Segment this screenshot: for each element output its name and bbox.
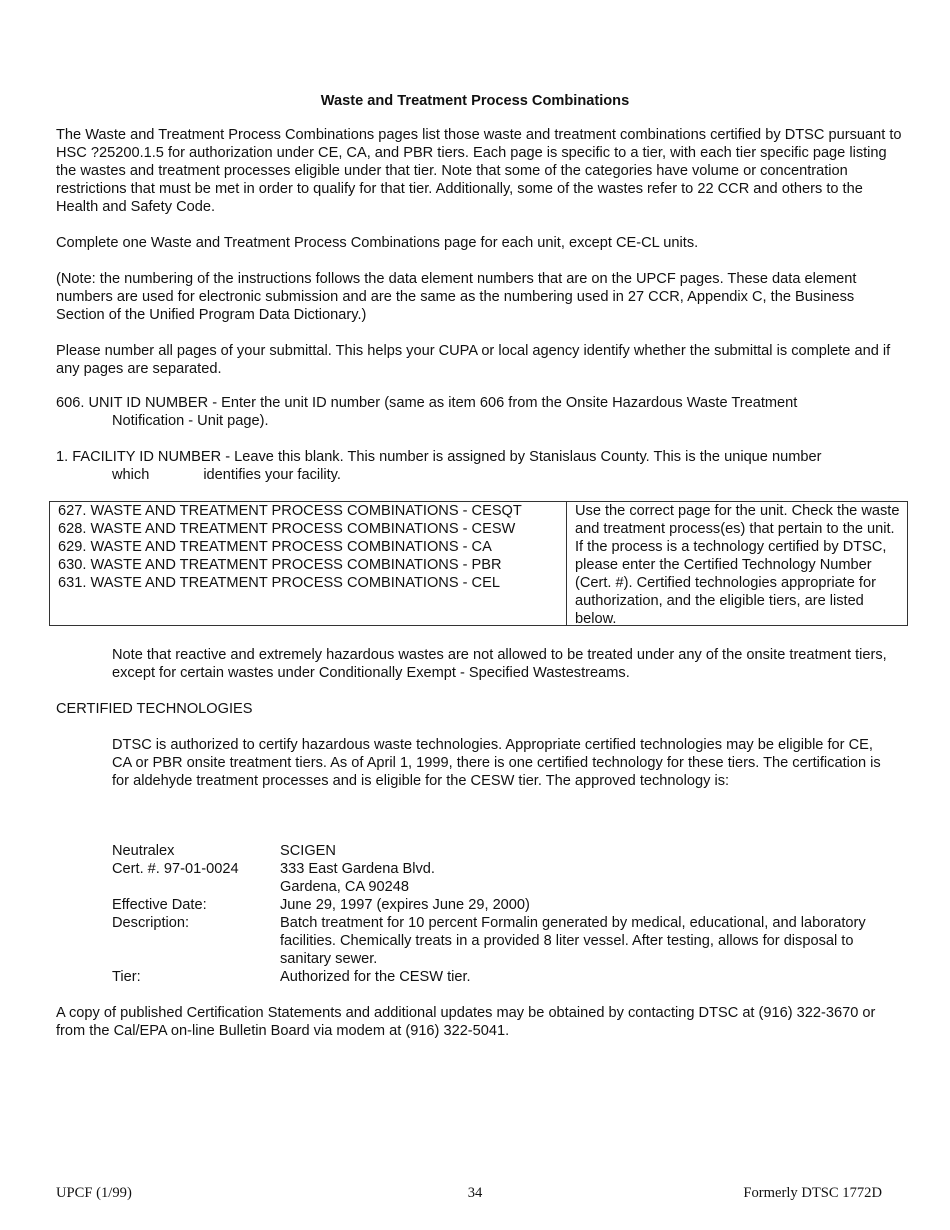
cert-effective-label: Effective Date: — [112, 897, 207, 913]
footer-right: Formerly DTSC 1772D — [743, 1185, 882, 1201]
cert-description-label: Description: — [112, 915, 190, 931]
item-1 — [56, 448, 902, 484]
cert-row-tier — [112, 968, 892, 986]
number-pages-paragraph: Please number all pages of your submittal. This helps your CUPA or local agency identify whether the submittal is complete and if any pages are separated. — [56, 343, 891, 377]
item-1-cont-a: which — [112, 467, 150, 483]
cert-address-line2: Gardena, CA 90248 — [280, 879, 410, 895]
cert-name-label: Neutralex — [112, 843, 175, 859]
cert-description-value: Batch treatment for 10 percent Formalin generated by medical, educational, and laboratory facilities. Chemically treats in a provided 8 liter vessel. After testing, allows for disposal to sanitary sewer. — [280, 915, 866, 967]
cert-effective-value: June 29, 1997 (expires June 29, 2000) — [280, 897, 530, 913]
box-divider — [566, 502, 567, 625]
cert-row-number — [112, 860, 892, 878]
combination-item: 628. WASTE AND TREATMENT PROCESS COMBINATIONS - CESW — [58, 521, 516, 537]
combination-item: 631. WASTE AND TREATMENT PROCESS COMBINATIONS - CEL — [58, 575, 500, 591]
complete-one-paragraph: Complete one Waste and Treatment Process Combinations page for each unit, except CE-CL units. — [56, 235, 699, 251]
cert-row-effective — [112, 896, 892, 914]
combination-item: 629. WASTE AND TREATMENT PROCESS COMBINATIONS - CA — [58, 539, 492, 555]
intro-paragraph: The Waste and Treatment Process Combinations pages list those waste and treatment combinations certified by DTSC pursuant to HSC ?25200.1.5 for authorization under CE, CA, and PBR tiers. Each page is specific to a tier, with each tier specific page listing the wastes and treatment processes eligible under that tier. Note that some of the categories have volume or concentration restrictions that must be met in order to qualify for that tier. Additionally, some of the wastes refer to 22 CCR and others to the Health and Safety Code. — [56, 127, 902, 215]
combinations-box — [49, 501, 908, 626]
cert-address-line1: 333 East Gardena Blvd. — [280, 861, 435, 877]
footer-page-number: 34 — [467, 1185, 483, 1201]
reactive-note: Note that reactive and extremely hazardous wastes are not allowed to be treated under any of the onsite treatment tiers, except for certain wastes under Conditionally Exempt - Specified Wastestreams. — [112, 647, 887, 681]
item-1-cont-b: identifies your facility. — [203, 467, 341, 483]
certified-paragraph: DTSC is authorized to certify hazardous waste technologies. Appropriate certified technologies may be eligible for CE, CA or PBR onsite treatment tiers. As of April 1, 1999, there is one certified technology for these tiers. The certification is for aldehyde treatment processes and is eligible for the CESW tier. The approved technology is: — [112, 737, 881, 789]
cert-tier-value: Authorized for the CESW tier. — [280, 969, 471, 985]
copy-paragraph: A copy of published Certification Statements and additional updates may be obtained by contacting DTSC at (916) 322-3670 or from the Cal/EPA on-line Bulletin Board via modem at (916) 322-5041. — [56, 1005, 876, 1039]
cert-company: SCIGEN — [280, 843, 336, 859]
item-606-first-line: 606. UNIT ID NUMBER - Enter the unit ID number (same as item 606 from the Onsite Hazardous Waste Treatment — [56, 395, 798, 411]
combination-item: 627. WASTE AND TREATMENT PROCESS COMBINATIONS - CESQT — [58, 503, 522, 519]
cert-tier-label: Tier: — [112, 969, 141, 985]
item-1-first-line: 1. FACILITY ID NUMBER - Leave this blank. This number is assigned by Stanislaus County. This is the unique number — [56, 449, 822, 465]
item-1-continuation — [56, 466, 902, 484]
item-606-continuation: Notification - Unit page). — [112, 413, 269, 429]
certified-technology-table — [112, 842, 892, 986]
cert-row-address2 — [112, 878, 892, 896]
certified-heading: CERTIFIED TECHNOLOGIES — [56, 701, 253, 717]
cert-row-description — [112, 914, 892, 968]
combinations-instructions: Use the correct page for the unit. Check the waste and treatment process(es) that pertain to the unit. If the process is a technology certified by DTSC, please enter the Certified Technology Number (Cert. #). Certified technologies appropriate for authorization, and the eligible tiers, are listed below. — [575, 503, 900, 627]
combination-item: 630. WASTE AND TREATMENT PROCESS COMBINATIONS - PBR — [58, 557, 502, 573]
cert-row-name — [112, 842, 892, 860]
footer-left: UPCF (1/99) — [56, 1185, 132, 1201]
combinations-list — [58, 502, 564, 592]
cert-number-label: Cert. #. 97-01-0024 — [112, 861, 239, 877]
item-606 — [56, 394, 902, 430]
page-title: Waste and Treatment Process Combinations — [320, 93, 630, 109]
numbering-note-paragraph: (Note: the numbering of the instructions follows the data element numbers that are on the UPCF pages. These data element numbers are used for electronic submission and are the same as the numbering used in 27 CCR, Appendix C, the Business Section of the Unified Program Data Dictionary.) — [56, 271, 857, 323]
